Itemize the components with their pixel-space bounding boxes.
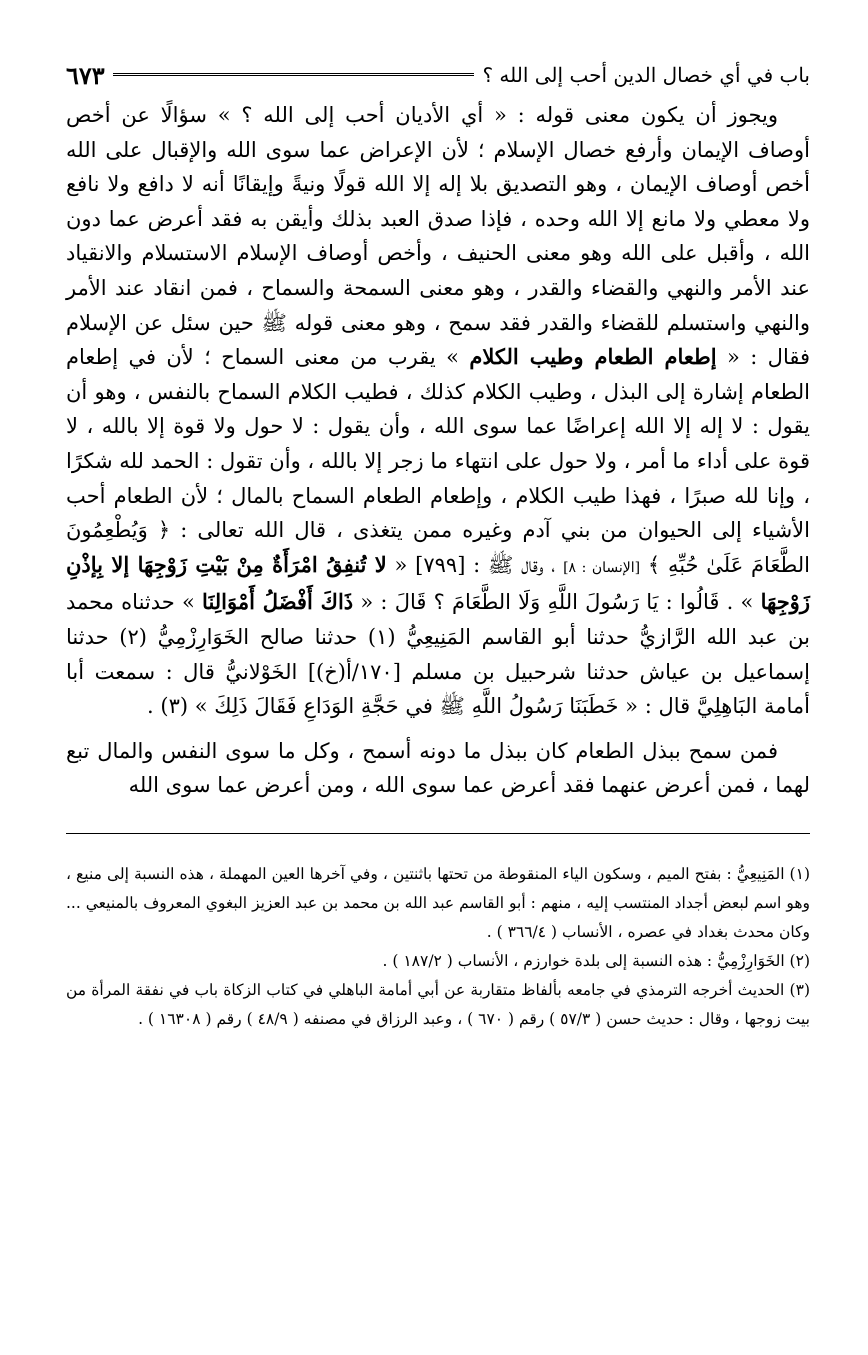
hadith-quote: ذَاكَ أَفْضَلُ أَمْوَالِنَا xyxy=(202,589,354,615)
paragraph-1 xyxy=(66,98,810,724)
header-rule xyxy=(113,73,475,79)
page-header xyxy=(66,58,810,92)
paragraph-2: فمن سمح ببذل الطعام كان ببذل ما دونه أسمح ، وكل ما سوى النفس والمال تبع لهما ، فمن أعرض عنهما فقد أعرض عما سوى الله ، ومن أعرض عما سوى الله xyxy=(66,738,810,798)
text-run: » . قَالُوا : يَا رَسُولَ اللَّهِ وَلَا الطَّعَامَ ؟ قَالَ : « xyxy=(360,590,754,615)
text-run: » يقرب من معنى السماح ؛ لأن في إطعام الطعام إشارة إلى البذل ، وطيب الكلام كذلك ، فطيب الكلام السماح بالنفس ، وهو أن يقول : لا إله إلا الله إعراضًا عما سوى الله ، وأن يقول : لا حول ولا قوة إلا بالله ، لا قوة على أداء ما أمر ، ولا حول على انتهاء ما زجر إلا بالله ، وأن تقول : الحمد لله شكرًا ، وإنا لله صبرًا ، فهذا طيب الكلام ، وإطعام الطعام السماح بالمال ؛ لأن الطعام أحب الأشياء إلى الحيوان من بني آدم وغيره ممن يتغذى ، قال الله تعالى : ﴿ وَيُطْعِمُونَ الطَّعَامَ عَلَىٰ حُبِّهِ ﴾ xyxy=(66,345,811,577)
footnote-3: (٣) الحديث أخرجه الترمذي في جامعه بألفاظ متقاربة عن أبي أمامة الباهلي في كتاب الزكاة باب في نفقة المرأة من بيت زوجها ، وقال : حديث حسن ( ٥٧/٣ ) رقم ( ٦٧٠ ) ، وعبد الرزاق في مصنفه ( ٤٨/٩ ) رقم ( ١٦٣٠٨ ) . xyxy=(66,980,810,1028)
text-run: ويجوز أن يكون معنى قوله : « أي الأديان أحب إلى الله ؟ » سؤالًا عن أخص أوصاف الإيمان وأرفع خصال الإسلام ؛ لأن الإعراض عما سوى الله والإقبال على الله أخص أوصاف الإيمان ، وهو التصديق بلا إله إلا الله قولًا ونيةً وإيقانًا أنه لا دافع ولا نافع ولا معطي ولا مانع إلا الله وحده ، فإذا صدق العبد بذلك وأيقن به فقد أعرض عما دون الله ، وأقبل على الله وهو معنى الحنيف ، وأخص أوصاف الإسلام الاستسلام والانقياد عند الأمر والنهي والقضاء والقدر ، وهو معنى السمحة والسماح ، فمن انقاد عند الأمر والنهي واستسلم للقضاء والقدر فقد سمح ، وهو معنى قوله ﷺ حين سئل عن الإسلام فقال : « xyxy=(66,103,810,370)
main-text xyxy=(66,98,810,803)
chapter-title: باب في أي خصال الدين أحب إلى الله ؟ xyxy=(482,63,810,87)
footnote-2: (٢) الخَوَارِزْمِيُّ : هذه النسبة إلى بلدة خوارزم ، الأنساب ( ١٨٧/٢ ) . xyxy=(382,951,810,970)
page-number: ٦٧٣ xyxy=(66,60,105,90)
text-run: ، وقال ﷺ : [٧٩٩] « xyxy=(394,552,556,577)
footnote-separator xyxy=(66,833,810,834)
book-page xyxy=(66,58,810,1034)
hadith-quote: إطعام الطعام وطيب الكلام xyxy=(469,344,717,370)
footnote-1: (١) المَنِيعِيُّ : بفتح الميم ، وسكون الياء المنقوطة من تحتها باثنتين ، وفي آخرها العين المهملة ، هذه النسبة إلى منيع ، وهو اسم لبعض أجداد المنتسب إليه ، منهم : أبو القاسم عبد الله بن محمد بن عبد العزيز البغوي المعروف بالمنيعي ... وكان محدث بغداد في عصره ، الأنساب ( ٣٦٦/٤ ) . xyxy=(66,864,810,941)
text-run: » حدثناه محمد بن عبد الله الرَّازيُّ حدثنا أبو القاسم المَنِيعِيُّ (١) حدثنا صالح الخَوَارِزْمِيُّ (٢) حدثنا إسماعيل بن عياش حدثنا شرحبيل بن مسلم [١٧٠/أ(خ)] الخَوْلانيُّ قال : سمعت أبا أمامة البَاهِلِيَّ قال : « خَطَبَنَا رَسُولُ اللَّهِ ﷺ في حَجَّةِ الوَدَاعِ فَقَالَ ذَلِكَ » (٣) . xyxy=(66,590,810,719)
hadith-quote: لا تُنفِقُ امْرَأَةٌ مِنْ بَيْتِ زَوْجِهَا إلا بِإذْنِ زَوْجِهَا xyxy=(66,551,810,615)
footnotes xyxy=(66,860,810,1034)
quran-reference: [الإنسان : ٨] xyxy=(563,559,641,576)
